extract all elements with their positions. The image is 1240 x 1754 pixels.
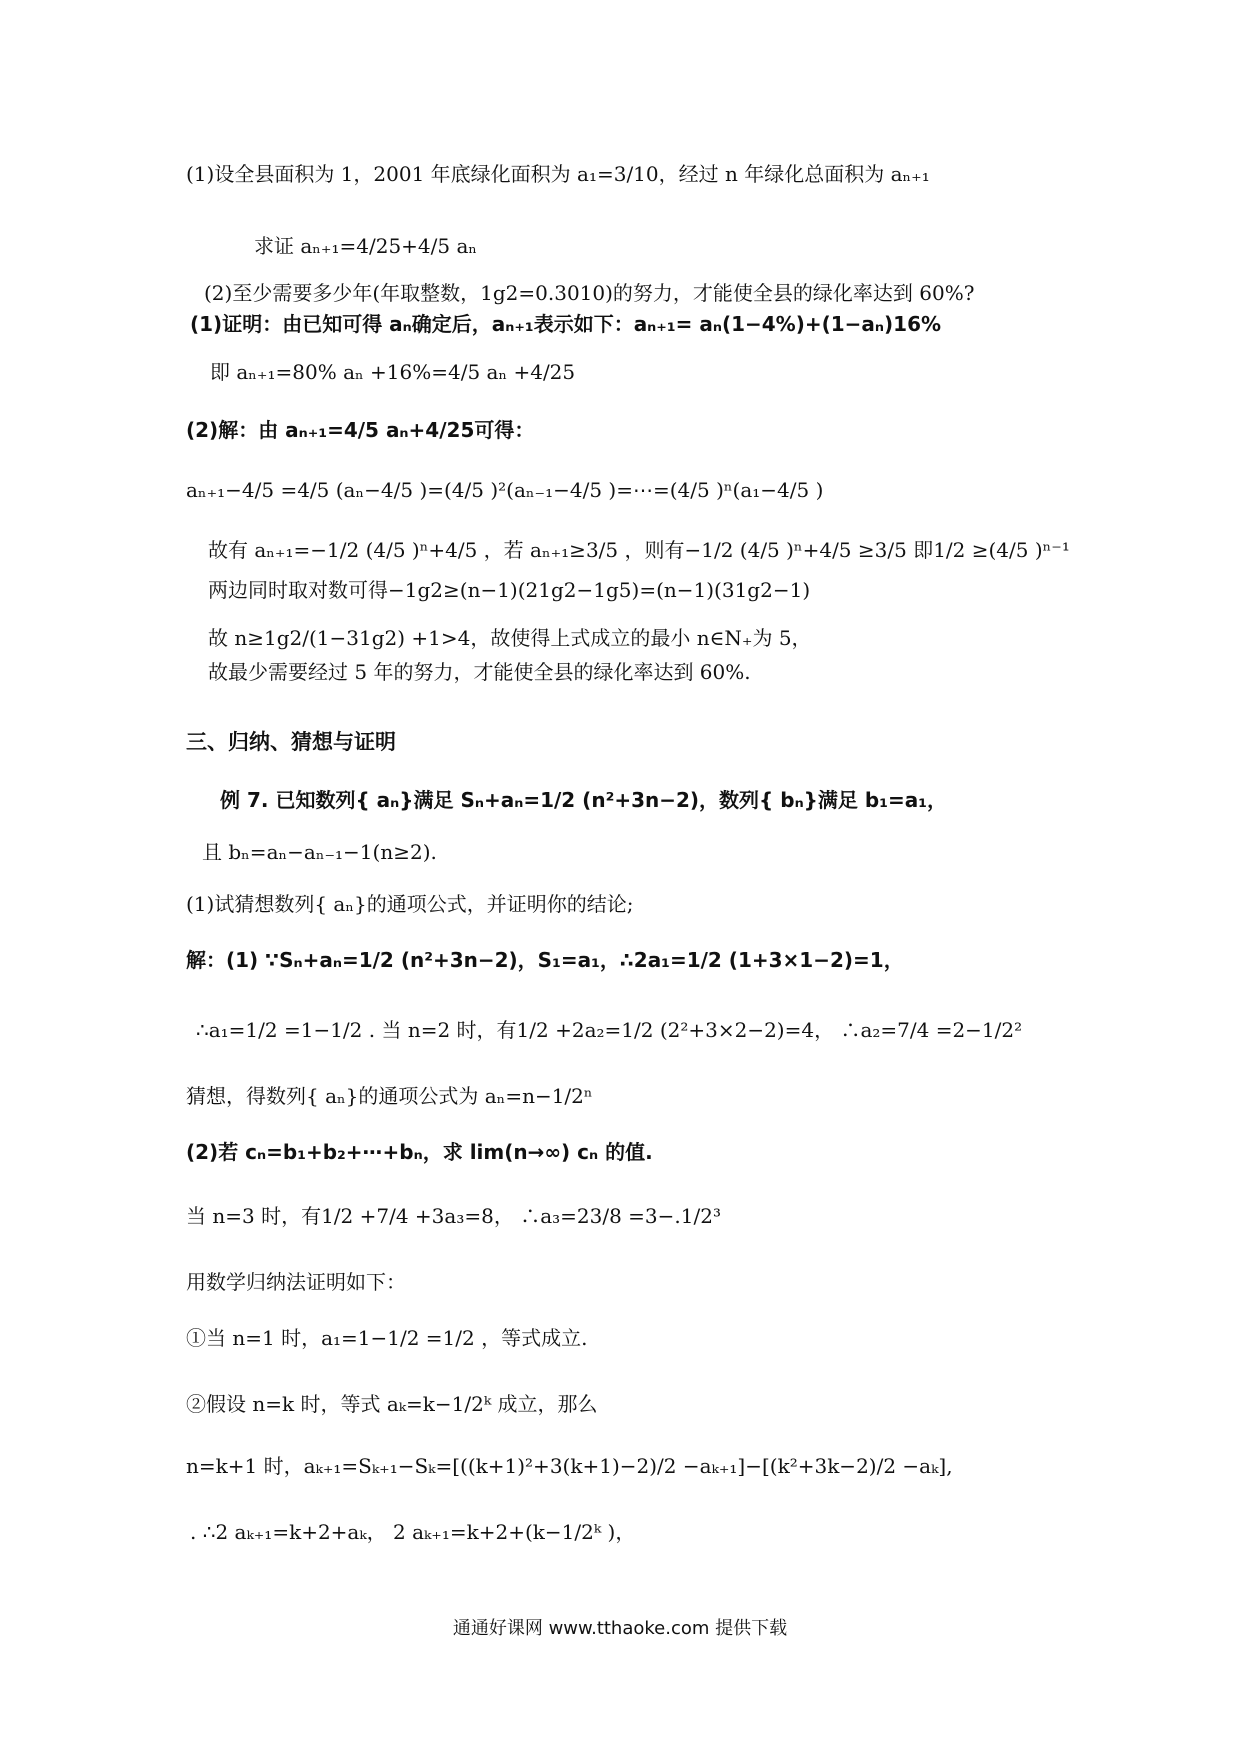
conjecture: 猜想，得数列{ aₙ}的通项公式为 aₙ=n−1/2ⁿ (186, 1084, 593, 1108)
recurrence-chain: aₙ₊₁−4/5 =4/5 (aₙ−4/5 )=(4/5 )²(aₙ₋₁−4/5 )=⋯=(4/5 )ⁿ(a₁−4/5 ) (186, 478, 824, 502)
log-step: 两边同时取对数可得−1g2≥(n−1)(21g2−1g5)=(n−1)(31g2−1) (208, 578, 811, 602)
case-n-3: 当 n=3 时，有1/2 +7/4 +3a₃=8， ∴a₃=23/8 =3−.1/2³ (186, 1204, 721, 1228)
prove-statement: 求证 aₙ₊₁=4/25+4/5 aₙ (254, 234, 478, 258)
problem-part-2: (2)至少需要多少年(年取整数，1g2=0.3010)的努力，才能使全县的绿化率达到 60%? (204, 281, 975, 305)
proof-result: 即 aₙ₊₁=80% aₙ +16%=4/5 aₙ +4/25 (210, 360, 576, 384)
conclusion: 故最少需要经过 5 年的努力，才能使全县的绿化率达到 60%. (208, 660, 751, 684)
solution-1-values: ∴a₁=1/2 =1−1/2 . 当 n=2 时，有1/2 +2a₂=1/2 (2²+3×2−2)=4， ∴a₂=7/4 =2−1/2² (196, 1018, 1023, 1042)
induction-hypothesis: ②假设 n=k 时，等式 aₖ=k−1/2ᵏ 成立，那么 (186, 1392, 598, 1416)
inequality-step: 故有 aₙ₊₁=−1/2 (4/5 )ⁿ+4/5 ，若 aₙ₊₁≥3/5 ，则有−1/2 (4/5 )ⁿ+4/5 ≥3/5 即1/2 ≥(4/5 )ⁿ⁻¹ (208, 538, 1070, 562)
induction-step-result: . ∴2 aₖ₊₁=k+2+aₖ， 2 aₖ₊₁=k+2+(k−1/2ᵏ )， (190, 1520, 636, 1544)
n-bound: 故 n≥1g2/(1−31g2) +1>4，故使得上式成立的最小 n∈N₊为 5， (208, 626, 812, 650)
page-footer: 通通好课网 www.tthaoke.com 提供下载 (452, 1618, 788, 1639)
example-7-question-1: (1)试猜想数列{ aₙ}的通项公式，并证明你的结论; (186, 892, 634, 916)
section-heading: 三、归纳、猜想与证明 (186, 730, 396, 754)
example-7-question-2: (2)若 cₙ=b₁+b₂+⋯+bₙ，求 lim(n→∞) cₙ 的值. (186, 1140, 653, 1164)
proof-part-1: (1)证明：由已知可得 aₙ确定后，aₙ₊₁表示如下：aₙ₊₁= aₙ(1−4%)+(1−aₙ)16% (190, 312, 942, 336)
solution-part-2: (2)解：由 aₙ₊₁=4/5 aₙ+4/25可得： (186, 418, 535, 442)
induction-intro: 用数学归纳法证明如下： (186, 1270, 406, 1294)
solution-1-start: 解：(1) ∵Sₙ+aₙ=1/2 (n²+3n−2)，S₁=a₁，∴2a₁=1/2 (1+3×1−2)=1， (186, 948, 904, 972)
problem-part-1: (1)设全县面积为 1，2001 年底绿化面积为 a₁=3/10，经过 n 年绿化总面积为 aₙ₊₁ (186, 162, 930, 186)
induction-base: ①当 n=1 时，a₁=1−1/2 =1/2 ，等式成立. (186, 1326, 588, 1350)
example-7-statement: 例 7. 已知数列{ aₙ}满足 Sₙ+aₙ=1/2 (n²+3n−2)，数列{ bₙ}满足 b₁=a₁， (220, 788, 947, 812)
induction-step: n=k+1 时，aₖ₊₁=Sₖ₊₁−Sₖ=[((k+1)²+3(k+1)−2)/2 −aₖ₊₁]−[(k²+3k−2)/2 −aₖ], (186, 1454, 953, 1478)
example-7-condition: 且 bₙ=aₙ−aₙ₋₁−1(n≥2). (202, 840, 437, 864)
